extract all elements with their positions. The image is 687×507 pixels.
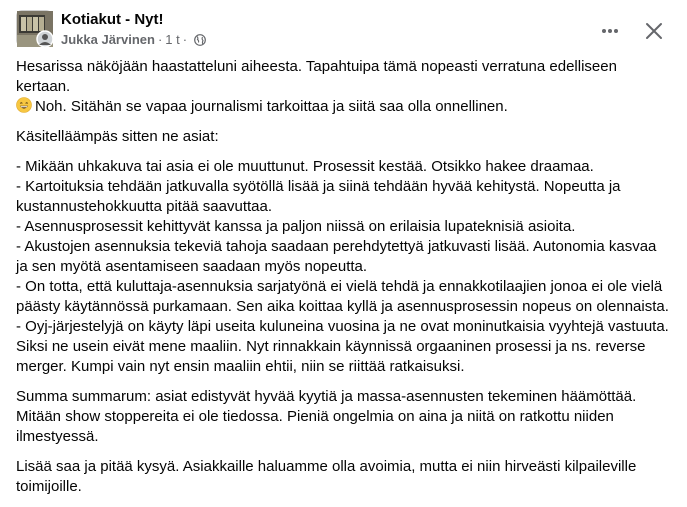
post-intro: Käsitelläämpäs sitten ne asiat:	[16, 128, 219, 145]
group-name[interactable]: Kotiakut - Nyt!	[61, 11, 164, 28]
post-closing: Lisää saa ja pitää kysyä. Asiakkaille haluamme olla avoimia, mutta ei niin hirveästi kilpaileville toimijoille.	[16, 458, 637, 495]
group-avatar[interactable]	[16, 10, 52, 46]
close-icon	[644, 21, 664, 41]
post-paragraph-intro	[16, 57, 672, 117]
post-point: - Kartoituksia tehdään jatkuvalla syötöllä lisää ja siinä tehdään hyvää kehitystä. Nopeutta ja kustannustehokkuutta pitää saavuttaa.	[16, 178, 621, 215]
more-horizontal-icon	[600, 21, 620, 41]
more-options-button[interactable]	[595, 16, 625, 46]
paragraph1-text2: Noh. Sitähän se vapaa journalismi tarkoittaa ja siitä saa olla onnellinen.	[35, 98, 508, 115]
post-meta	[61, 32, 206, 47]
post-point: - On totta, että kuluttaja-asennuksia sarjatyönä ei vielä tehdä ja ennakkotilaajien jonoa ei ole vielä päästy käytännössä purkamaan. Sen aika koittaa kyllä ja asennusprosessin nopeus on olennaista.	[16, 278, 669, 315]
grinning-face-emoji	[16, 97, 32, 113]
close-button[interactable]	[639, 16, 669, 46]
post-time[interactable]: 1 t	[165, 32, 180, 47]
author-name[interactable]: Jukka Järvinen	[61, 32, 155, 47]
post-point: - Asennusprosessit kehittyvät kanssa ja paljon niissä on erilaisia lupateknisiä asioita.	[16, 218, 576, 235]
post-body	[16, 57, 672, 507]
paragraph1-text: Hesarissa näköjään haastatteluni aiheesta. Tapahtuipa tämä nopeasti verratuna edelliseen kertaan.	[16, 58, 617, 95]
post-point: - Akustojen asennuksia tekeviä tahoja saadaan perehdytettyä jatkuvasti lisää. Autonomia kasvaa ja sen myötä asentamiseen saadaan myös nopeutta.	[16, 238, 657, 275]
post-point: - Oyj-järjestelyjä on käyty läpi useita kuluneina vuosina ja ne ovat moninutkaisia vyyhtejä vastuuta. Siksi ne usein eivät mene maaliin. Nyt rinnakkain käynnissä orgaaninen prosessi ja ns. reverse merger. Kumpi vain nyt ensin maaliin ehtii, niin se riittää ratkaisuksi.	[16, 318, 669, 375]
meta-separator: ·	[157, 32, 163, 47]
meta-separator-2: ·	[182, 32, 188, 47]
post-point: - Mikään uhkakuva tai asia ei ole muuttunut. Prosessit kestää. Otsikko hakee draamaa.	[16, 158, 594, 175]
post-header	[16, 10, 671, 50]
globe-icon	[194, 34, 206, 46]
post-summary: Summa summarum: asiat edistyvät hyvää kyytiä ja massa-asennusten tekeminen häämöttää. Mitään show stoppereita ei ole tiedossa. Pieniä ongelmia on aina ja niitä on ratkottu niiden ilmestyessä.	[16, 388, 637, 445]
group-avatar-image	[17, 11, 53, 47]
